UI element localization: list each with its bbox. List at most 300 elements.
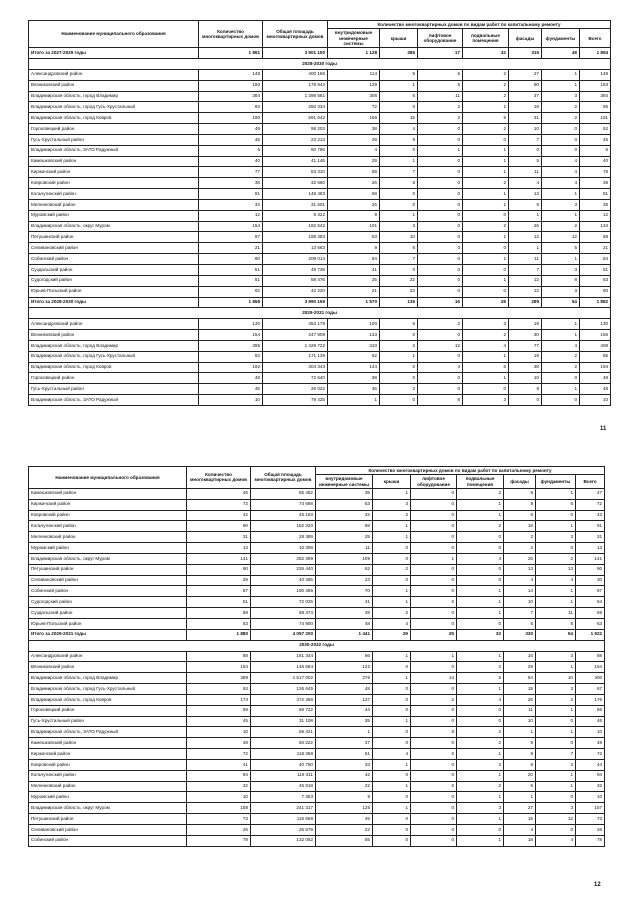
value-cell: 1 xyxy=(373,532,411,543)
value-cell: 1 xyxy=(504,727,536,738)
table-row xyxy=(29,738,605,749)
value-cell: 72 xyxy=(576,499,605,510)
value-cell: 41 xyxy=(187,759,251,770)
municipality-name: Камешковский район xyxy=(29,738,187,749)
value-cell: 51 xyxy=(199,265,263,276)
value-cell: 15 xyxy=(504,684,536,695)
value-cell: 0 xyxy=(418,351,463,362)
value-cell: 101 xyxy=(328,221,380,232)
total-row xyxy=(29,297,611,308)
value-cell: 0 xyxy=(457,575,504,586)
value-cell: 1 xyxy=(380,80,418,91)
value-cell: 45 xyxy=(580,134,611,145)
table-row xyxy=(29,716,605,727)
value-cell: 6 xyxy=(199,145,263,156)
value-cell: 72 640 xyxy=(263,373,328,384)
value-cell: 48 xyxy=(580,384,611,395)
value-cell: 4 xyxy=(542,156,580,167)
value-cell: 13 663 xyxy=(263,243,328,254)
value-cell: 0 xyxy=(418,275,463,286)
value-cell: 31 xyxy=(187,532,251,543)
total-row xyxy=(29,629,605,640)
value-cell: 31 xyxy=(576,532,605,543)
header-count: Количество многоквартирных домов xyxy=(187,467,251,489)
value-cell: 11 xyxy=(418,91,463,102)
value-cell: 0 xyxy=(457,543,504,554)
value-cell: 7 xyxy=(509,134,542,145)
value-cell: 0 xyxy=(373,825,411,836)
value-cell: 6 xyxy=(504,781,536,792)
value-cell: 3 xyxy=(536,651,576,662)
table-row xyxy=(29,618,605,629)
value-cell: 2 xyxy=(373,608,411,619)
value-cell: 12 xyxy=(509,275,542,286)
value-cell: 12 xyxy=(509,286,542,297)
value-cell: 77 xyxy=(199,167,263,178)
header-area: Общая площадь многоквартирных домов xyxy=(251,467,316,489)
value-cell: 0 xyxy=(373,727,411,738)
value-cell: 2 xyxy=(457,662,504,673)
value-cell: 6 xyxy=(580,145,611,156)
value-cell: 1 xyxy=(380,210,418,221)
value-cell: 4 xyxy=(504,575,536,586)
value-cell: 23 213 xyxy=(263,134,328,145)
value-cell: 176 xyxy=(576,694,605,705)
value-cell: 31 108 xyxy=(251,716,316,727)
municipality-name: Вязниковский район xyxy=(29,80,199,91)
value-cell: 0 xyxy=(411,618,457,629)
value-cell: 1 xyxy=(536,521,576,532)
value-cell: 4 xyxy=(542,340,580,351)
value-cell: 3 xyxy=(380,221,418,232)
table-row xyxy=(29,803,605,814)
value-cell: 1 xyxy=(457,510,504,521)
value-cell: 1 xyxy=(509,210,542,221)
header-work: фундаменты xyxy=(536,475,576,489)
value-cell: 0 xyxy=(542,134,580,145)
value-cell: 30 xyxy=(576,575,605,586)
value-cell: 1 xyxy=(463,145,509,156)
value-cell: 44 xyxy=(316,705,373,716)
value-cell: 0 xyxy=(411,597,457,608)
value-cell: 14 xyxy=(411,673,457,684)
value-cell: 74 668 xyxy=(251,499,316,510)
table-row xyxy=(29,275,611,286)
value-cell: 0 xyxy=(411,488,457,499)
value-cell: 26 xyxy=(576,825,605,836)
value-cell: 43 xyxy=(576,510,605,521)
value-cell: 400 186 xyxy=(263,69,328,80)
value-cell: 42 xyxy=(316,770,373,781)
value-cell: 3 xyxy=(463,319,509,330)
header-work: подвальные помещения xyxy=(457,475,504,489)
municipality-name: Владимирская область, город Владимир xyxy=(29,91,199,102)
period-label: 2028-2030 годы xyxy=(29,58,611,69)
municipality-name: Киржачский район xyxy=(29,749,187,760)
table-row xyxy=(29,210,611,221)
value-cell: 38 xyxy=(328,124,380,135)
value-cell: 0 xyxy=(542,145,580,156)
value-cell: 114 xyxy=(328,69,380,80)
value-cell: 3 xyxy=(536,803,576,814)
value-cell: 35 xyxy=(316,716,373,727)
value-cell: 90 xyxy=(187,564,251,575)
value-cell: 6 xyxy=(380,319,418,330)
municipality-name: Гусь-Хрустальный район xyxy=(29,716,187,727)
municipality-name: Александровский район xyxy=(29,69,199,80)
table-row xyxy=(29,395,611,406)
value-cell: 8 xyxy=(542,275,580,286)
value-cell: 90 xyxy=(187,521,251,532)
value-cell: 25 xyxy=(328,275,380,286)
value-cell: 1 xyxy=(373,716,411,727)
value-cell: 49 xyxy=(199,124,263,135)
value-cell: 0 xyxy=(411,564,457,575)
value-cell: 384 xyxy=(580,91,611,102)
value-cell: 74 900 xyxy=(251,618,316,629)
table-row xyxy=(29,770,605,781)
value-cell: 10 xyxy=(187,792,251,803)
value-cell: 72 025 xyxy=(251,597,316,608)
table-row xyxy=(29,243,611,254)
value-cell: 87 xyxy=(576,586,605,597)
value-cell: 0 xyxy=(418,373,463,384)
value-cell: 13 xyxy=(576,543,605,554)
value-cell: 141 xyxy=(187,553,251,564)
value-cell: 9 xyxy=(504,499,536,510)
value-cell: 250 334 xyxy=(263,102,328,113)
value-cell: 46 xyxy=(576,716,605,727)
value-cell: 0 xyxy=(373,662,411,673)
municipality-name: Петушинский район xyxy=(29,564,187,575)
value-cell: 6 xyxy=(504,618,536,629)
value-cell: 59 xyxy=(328,167,380,178)
value-cell: 1 880 xyxy=(187,629,251,640)
value-cell: 0 xyxy=(411,499,457,510)
municipality-name: Владимирская область, город Владимир xyxy=(29,673,187,684)
value-cell: 9 xyxy=(504,749,536,760)
value-cell: 79 425 xyxy=(263,395,328,406)
value-cell: 0 xyxy=(380,199,418,210)
value-cell: 7 xyxy=(380,254,418,265)
period-header-row xyxy=(29,308,611,319)
value-cell: 154 xyxy=(199,221,263,232)
value-cell: 1 xyxy=(463,275,509,286)
value-cell: 56 421 xyxy=(251,727,316,738)
value-cell: 353 178 xyxy=(263,319,328,330)
value-cell: 289 xyxy=(509,297,542,308)
value-cell: 1 441 xyxy=(316,629,373,640)
value-cell: 315 xyxy=(509,48,542,59)
value-cell: 0 xyxy=(463,384,509,395)
header-work: фундаменты xyxy=(542,29,580,48)
value-cell: 81 xyxy=(580,189,611,200)
municipality-name: Кольчугинский район xyxy=(29,189,199,200)
table-row xyxy=(29,340,611,351)
municipality-name: Владимирская область, город Владимир xyxy=(29,340,199,351)
value-cell: 0 xyxy=(509,145,542,156)
value-cell: 137 xyxy=(316,694,373,705)
table-row xyxy=(29,69,611,80)
value-cell: 4 xyxy=(536,835,576,846)
value-cell: 1 xyxy=(373,651,411,662)
table-row xyxy=(29,221,611,232)
value-cell: 2 xyxy=(463,330,509,341)
table-row xyxy=(29,134,611,145)
municipality-name: Юрьев-Польский район xyxy=(29,286,199,297)
value-cell: 10 xyxy=(536,673,576,684)
value-cell: 28 xyxy=(463,297,509,308)
value-cell: 178 942 xyxy=(263,80,328,91)
municipality-name: Итого за 2028-2030 годы xyxy=(29,297,199,308)
value-cell: 0 xyxy=(411,608,457,619)
value-cell: 1 xyxy=(542,210,580,221)
municipality-name: Владимирская область, округ Муром xyxy=(29,553,187,564)
value-cell: 1 xyxy=(373,586,411,597)
value-cell: 118 368 xyxy=(251,749,316,760)
municipality-name: Собинский район xyxy=(29,254,199,265)
value-cell: 1 868 xyxy=(199,297,263,308)
value-cell: 0 xyxy=(380,189,418,200)
municipality-name: Камешковский район xyxy=(29,488,187,499)
capital-repair-table-page-12 xyxy=(28,466,605,847)
value-cell: 163 xyxy=(580,80,611,91)
value-cell: 146 684 xyxy=(251,662,316,673)
value-cell: 5 xyxy=(380,69,418,80)
value-cell: 0 xyxy=(457,705,504,716)
value-cell: 0 xyxy=(411,835,457,846)
table-row xyxy=(29,684,605,695)
value-cell: 45 xyxy=(199,384,263,395)
value-cell: 48 xyxy=(316,618,373,629)
value-cell: 0 xyxy=(380,145,418,156)
value-cell: 1 xyxy=(463,254,509,265)
value-cell: 5 xyxy=(509,156,542,167)
value-cell: 1 xyxy=(542,189,580,200)
value-cell: 0 xyxy=(373,705,411,716)
value-cell: 1 xyxy=(380,156,418,167)
table-row xyxy=(29,825,605,836)
table-row xyxy=(29,521,605,532)
value-cell: 1 428 722 xyxy=(263,340,328,351)
value-cell: 0 xyxy=(542,124,580,135)
value-cell: 0 xyxy=(418,330,463,341)
value-cell: 54 xyxy=(542,297,580,308)
value-cell: 1 xyxy=(457,792,504,803)
value-cell: 0 xyxy=(457,618,504,629)
value-cell: 3 901 150 xyxy=(263,48,328,59)
municipality-name: Селивановский район xyxy=(29,825,187,836)
value-cell: 86 722 xyxy=(251,705,316,716)
table-row xyxy=(29,597,605,608)
value-cell: 3 xyxy=(536,532,576,543)
municipality-name: Вязниковский район xyxy=(29,662,187,673)
value-cell: 12 xyxy=(199,210,263,221)
value-cell: 166 xyxy=(580,330,611,341)
value-cell: 2 xyxy=(457,521,504,532)
value-cell: 116 668 xyxy=(251,814,316,825)
value-cell: 12 xyxy=(580,210,611,221)
value-cell: 4 xyxy=(457,694,504,705)
value-cell: 34 xyxy=(199,199,263,210)
value-cell: 68 xyxy=(316,521,373,532)
value-cell: 45 xyxy=(199,134,263,145)
page-number: 11 xyxy=(600,426,607,432)
value-cell: 50 222 xyxy=(251,738,316,749)
value-cell: 0 xyxy=(411,510,457,521)
value-cell: 181 344 xyxy=(251,651,316,662)
value-cell: 26 xyxy=(328,178,380,189)
value-cell: 10 xyxy=(187,727,251,738)
value-cell: 100 xyxy=(328,319,380,330)
municipality-name: Итого за 2027-2029 годы xyxy=(29,48,199,59)
value-cell: 53 xyxy=(580,275,611,286)
value-cell: 2 xyxy=(463,91,509,102)
value-cell: 54 xyxy=(576,597,605,608)
period-label: 2030-2032 годы xyxy=(29,640,605,651)
value-cell: 48 xyxy=(199,373,263,384)
value-cell: 6 xyxy=(380,243,418,254)
table-row xyxy=(29,330,611,341)
value-cell: 0 xyxy=(418,199,463,210)
value-cell: 0 xyxy=(536,543,576,554)
municipality-name: Владимирская область, ЗАТО Радужный xyxy=(29,145,199,156)
value-cell: 48 xyxy=(316,684,373,695)
value-cell: 5 xyxy=(542,243,580,254)
value-cell: 0 xyxy=(457,564,504,575)
municipality-name: Кольчугинский район xyxy=(29,770,187,781)
value-cell: 0 xyxy=(418,134,463,145)
header-work: Всего xyxy=(576,475,605,489)
value-cell: 26 xyxy=(509,221,542,232)
value-cell: 21 xyxy=(328,286,380,297)
municipality-name: Кольчугинский район xyxy=(29,521,187,532)
value-cell: 0 xyxy=(411,825,457,836)
table-row xyxy=(29,673,605,684)
value-cell: 37 xyxy=(509,91,542,102)
value-cell: 40 750 xyxy=(251,759,316,770)
value-cell: 0 xyxy=(373,835,411,846)
value-cell: 3 xyxy=(457,803,504,814)
value-cell: 50 786 xyxy=(263,145,328,156)
value-cell: 77 xyxy=(509,340,542,351)
value-cell: 306 xyxy=(328,91,380,102)
value-cell: 0 xyxy=(418,210,463,221)
value-cell: 1 xyxy=(316,727,373,738)
value-cell: 0 xyxy=(536,510,576,521)
table-row xyxy=(29,705,605,716)
value-cell: 1 xyxy=(457,684,504,695)
municipality-name: Меленковский район xyxy=(29,199,199,210)
value-cell: 45 163 xyxy=(251,510,316,521)
municipality-name: Владимирская область, город Гусь-Хрустальный xyxy=(29,102,199,113)
value-cell: 226 440 xyxy=(251,564,316,575)
value-cell: 4 xyxy=(542,167,580,178)
value-cell: 9 xyxy=(504,738,536,749)
value-cell: 25 679 xyxy=(251,825,316,836)
header-name: Наименование муниципального образования xyxy=(29,21,199,48)
value-cell: 1 xyxy=(542,69,580,80)
header-work: крыши xyxy=(380,29,418,48)
value-cell: 78 xyxy=(576,835,605,846)
value-cell: 2 xyxy=(536,553,576,564)
value-cell: 1 xyxy=(542,330,580,341)
value-cell: 9 xyxy=(316,792,373,803)
municipality-name: Ковровский район xyxy=(29,759,187,770)
value-cell: 133 xyxy=(328,330,380,341)
value-cell: 190 xyxy=(199,113,263,124)
value-cell: 0 xyxy=(411,521,457,532)
value-cell: 4 xyxy=(536,575,576,586)
value-cell: 0 xyxy=(418,265,463,276)
value-cell: 12 xyxy=(536,814,576,825)
municipality-name: Судогодский район xyxy=(29,597,187,608)
table-row xyxy=(29,759,605,770)
period-label: 2029-2031 годы xyxy=(29,308,611,319)
value-cell: 400 xyxy=(576,673,605,684)
value-cell: 0 xyxy=(411,792,457,803)
header-work: лифтовое оборудование xyxy=(411,475,457,489)
value-cell: 1 xyxy=(457,499,504,510)
municipality-name: Гороховецкий район xyxy=(29,373,199,384)
value-cell: 1 xyxy=(536,770,576,781)
value-cell: 10 308 xyxy=(251,543,316,554)
value-cell: 42 220 xyxy=(263,286,328,297)
value-cell: 1 xyxy=(536,662,576,673)
value-cell: 1 xyxy=(463,199,509,210)
value-cell: 2 xyxy=(463,69,509,80)
value-cell: 32 xyxy=(463,48,509,59)
value-cell: 125 xyxy=(316,803,373,814)
value-cell: 2 xyxy=(457,488,504,499)
value-cell: 64 xyxy=(328,254,380,265)
value-cell: 51 xyxy=(580,265,611,276)
value-cell: 0 xyxy=(411,575,457,586)
value-cell: 72 xyxy=(187,749,251,760)
municipality-name: Киржачский район xyxy=(29,167,199,178)
value-cell: 84 xyxy=(580,254,611,265)
value-cell: 3 xyxy=(373,499,411,510)
value-cell: 21 xyxy=(199,243,263,254)
value-cell: 2 xyxy=(504,543,536,554)
value-cell: 38 xyxy=(580,178,611,189)
municipality-name: Владимирская область, ЗАТО Радужный xyxy=(29,395,199,406)
value-cell: 0 xyxy=(373,543,411,554)
value-cell: 0 xyxy=(373,694,411,705)
value-cell: 88 474 xyxy=(251,608,316,619)
value-cell: 33 xyxy=(457,629,504,640)
value-cell: 4 057 200 xyxy=(251,629,316,640)
value-cell: 47 xyxy=(576,488,605,499)
value-cell: 2 xyxy=(542,221,580,232)
value-cell: 591 642 xyxy=(263,113,328,124)
value-cell: 8 xyxy=(411,727,457,738)
value-cell: 149 xyxy=(580,69,611,80)
value-cell: 409 xyxy=(580,340,611,351)
value-cell: 188 383 xyxy=(263,232,328,243)
value-cell: 0 xyxy=(418,232,463,243)
value-cell: 1 xyxy=(373,521,411,532)
value-cell: 4 xyxy=(328,145,380,156)
value-cell: 384 xyxy=(199,91,263,102)
value-cell: 53 xyxy=(316,499,373,510)
value-cell: 2 xyxy=(380,384,418,395)
municipality-name: Владимирская область, город Ковров xyxy=(29,694,187,705)
value-cell: 0 xyxy=(457,825,504,836)
value-cell: 35 xyxy=(580,199,611,210)
value-cell: 1 398 661 xyxy=(263,91,328,102)
table-row xyxy=(29,488,605,499)
